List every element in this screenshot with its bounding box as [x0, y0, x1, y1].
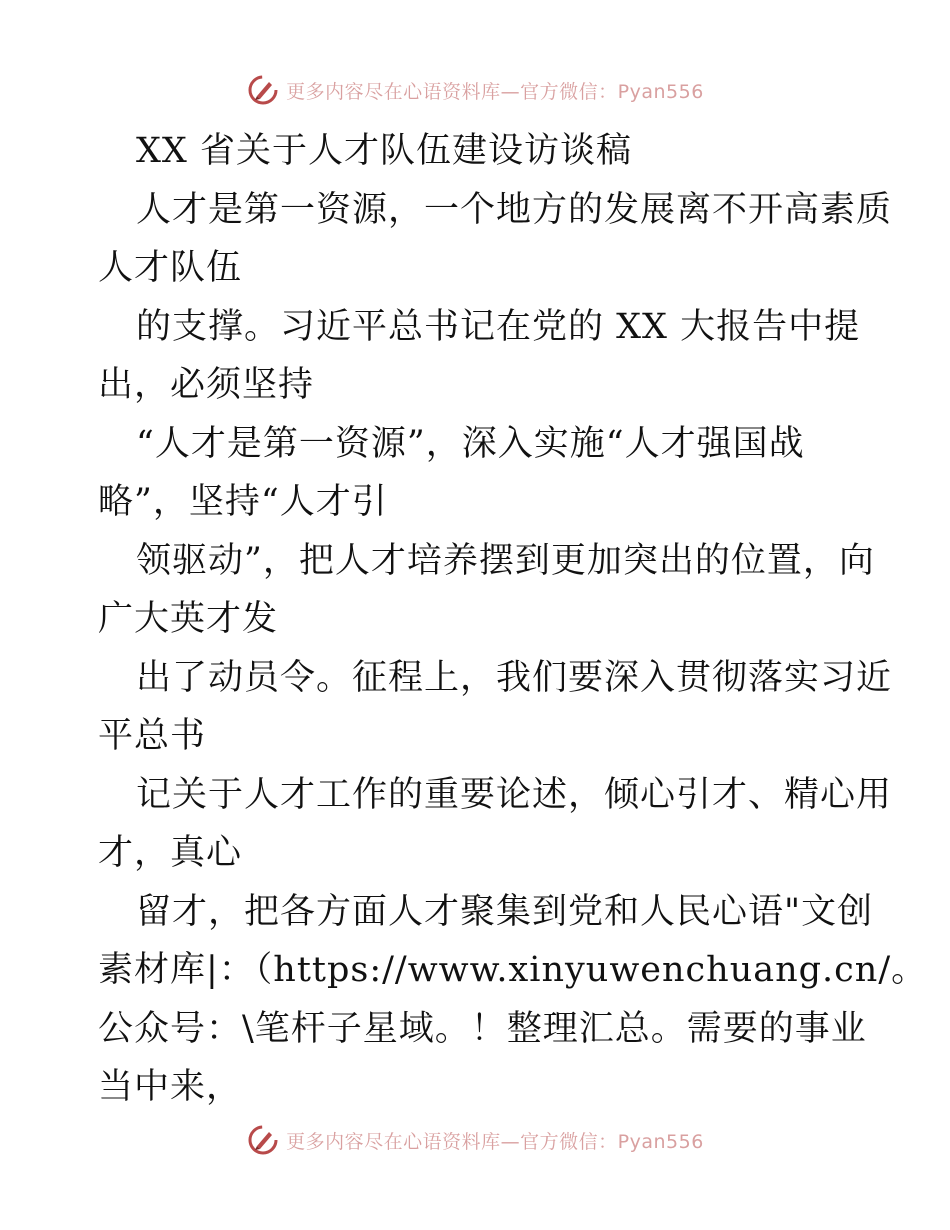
- text-line: 略”，坚持“人才引: [98, 482, 388, 522]
- footer-watermark: [0, 1120, 950, 1160]
- text-line: 人才是第一资源，一个地方的发展离不开高素质: [136, 189, 893, 230]
- watermark-text: 更多内容尽在心语资料库—官方微信：Pyan556: [286, 80, 704, 103]
- text-line: 的支撑。习近平总书记在党的 XX 大报告中提: [136, 306, 861, 347]
- text-line: 公众号：\笔杆子星域。！整理汇总。需要的事业: [98, 1008, 867, 1049]
- text-line: 记关于人才工作的重要论述，倾心引才、精心用: [136, 774, 893, 815]
- text-line: 出，必须坚持: [98, 365, 315, 405]
- document-title: XX 省关于人才队伍建设访谈稿: [136, 131, 632, 171]
- pen-nib-logo-icon: [246, 1123, 280, 1157]
- text-line: 素材库|：（https://www.xinyuwenchuang.cn/。: [98, 950, 928, 990]
- text-line: 人才队伍: [98, 248, 243, 288]
- watermark-text: 更多内容尽在心语资料库—官方微信：Pyan556: [286, 1130, 704, 1153]
- text-line: 留才，把各方面人才聚集到党和人民心语"文创: [136, 891, 874, 932]
- text-line: 才，真心: [98, 833, 243, 873]
- text-line: 出了动员令。征程上，我们要深入贯彻落实习近: [136, 657, 893, 698]
- text-line: 广大英才发: [98, 599, 279, 639]
- text-line: 平总书: [98, 716, 207, 756]
- pen-nib-logo-icon: [246, 73, 280, 107]
- text-line: “人才是第一资源”，深入实施“人才强国战: [136, 423, 805, 464]
- document-body: [98, 122, 928, 1117]
- text-line: 当中来，: [98, 1067, 243, 1107]
- header-watermark: [0, 70, 950, 110]
- text-line: 领驱动”，把人才培养摆到更加突出的位置，向: [136, 540, 875, 581]
